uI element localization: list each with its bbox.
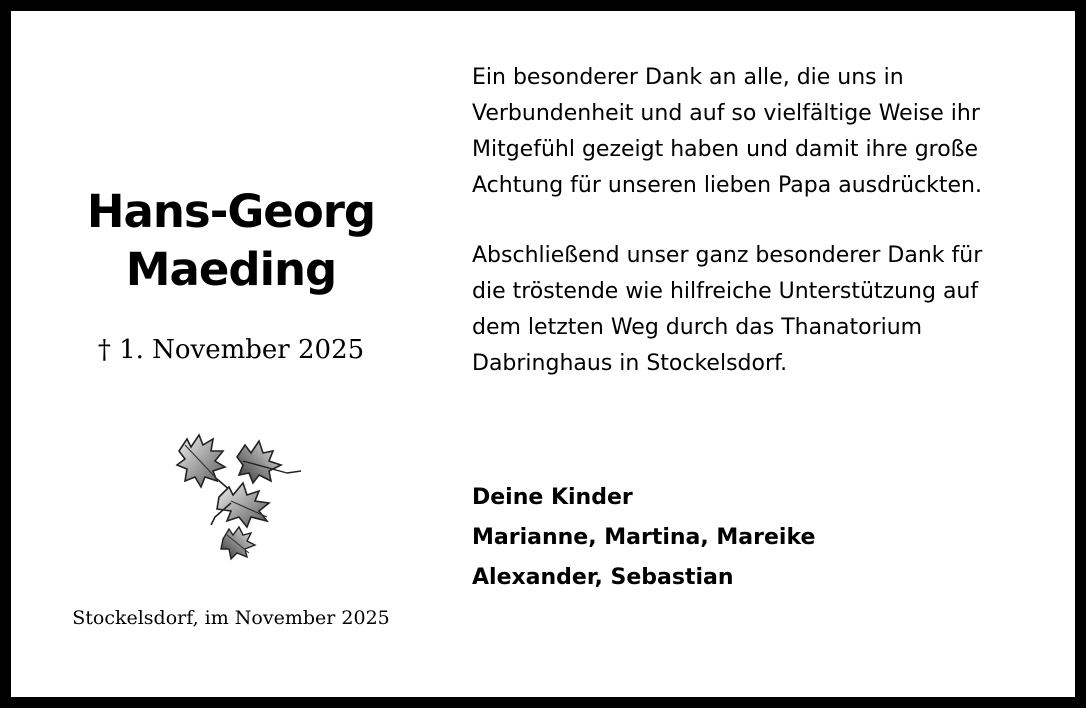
signature — [472, 478, 815, 598]
signature-line-1: Deine Kinder — [472, 485, 633, 510]
thanks-text — [472, 60, 1052, 382]
left-column — [11, 11, 451, 697]
deceased-first-name: Hans-Georg — [86, 185, 376, 238]
autumn-leaves-icon — [171, 421, 311, 561]
thanks-paragraph-1: Ein besonderer Dank an alle, die uns in Verbundenheit und auf so vielfältige Weise ihr Mitgefühl gezeigt haben und damit ihre große Achtung für unseren lieben Papa ausdrückten. — [472, 65, 982, 198]
place-and-date: Stockelsdorf, im November 2025 — [72, 607, 390, 629]
signature-line-2: Marianne, Martina, Mareike — [472, 525, 816, 550]
deceased-last-name: Maeding — [125, 243, 337, 296]
signature-line-3: Alexander, Sebastian — [472, 565, 734, 590]
thanks-paragraph-2: Abschließend unser ganz besonderer Dank für die tröstende wie hilfreiche Unterstützung auf dem letzten Weg durch das Thanatorium Dabringhaus in Stockelsdorf. — [472, 243, 983, 376]
deceased-name — [11, 183, 451, 299]
death-date: † 1. November 2025 — [97, 335, 365, 365]
